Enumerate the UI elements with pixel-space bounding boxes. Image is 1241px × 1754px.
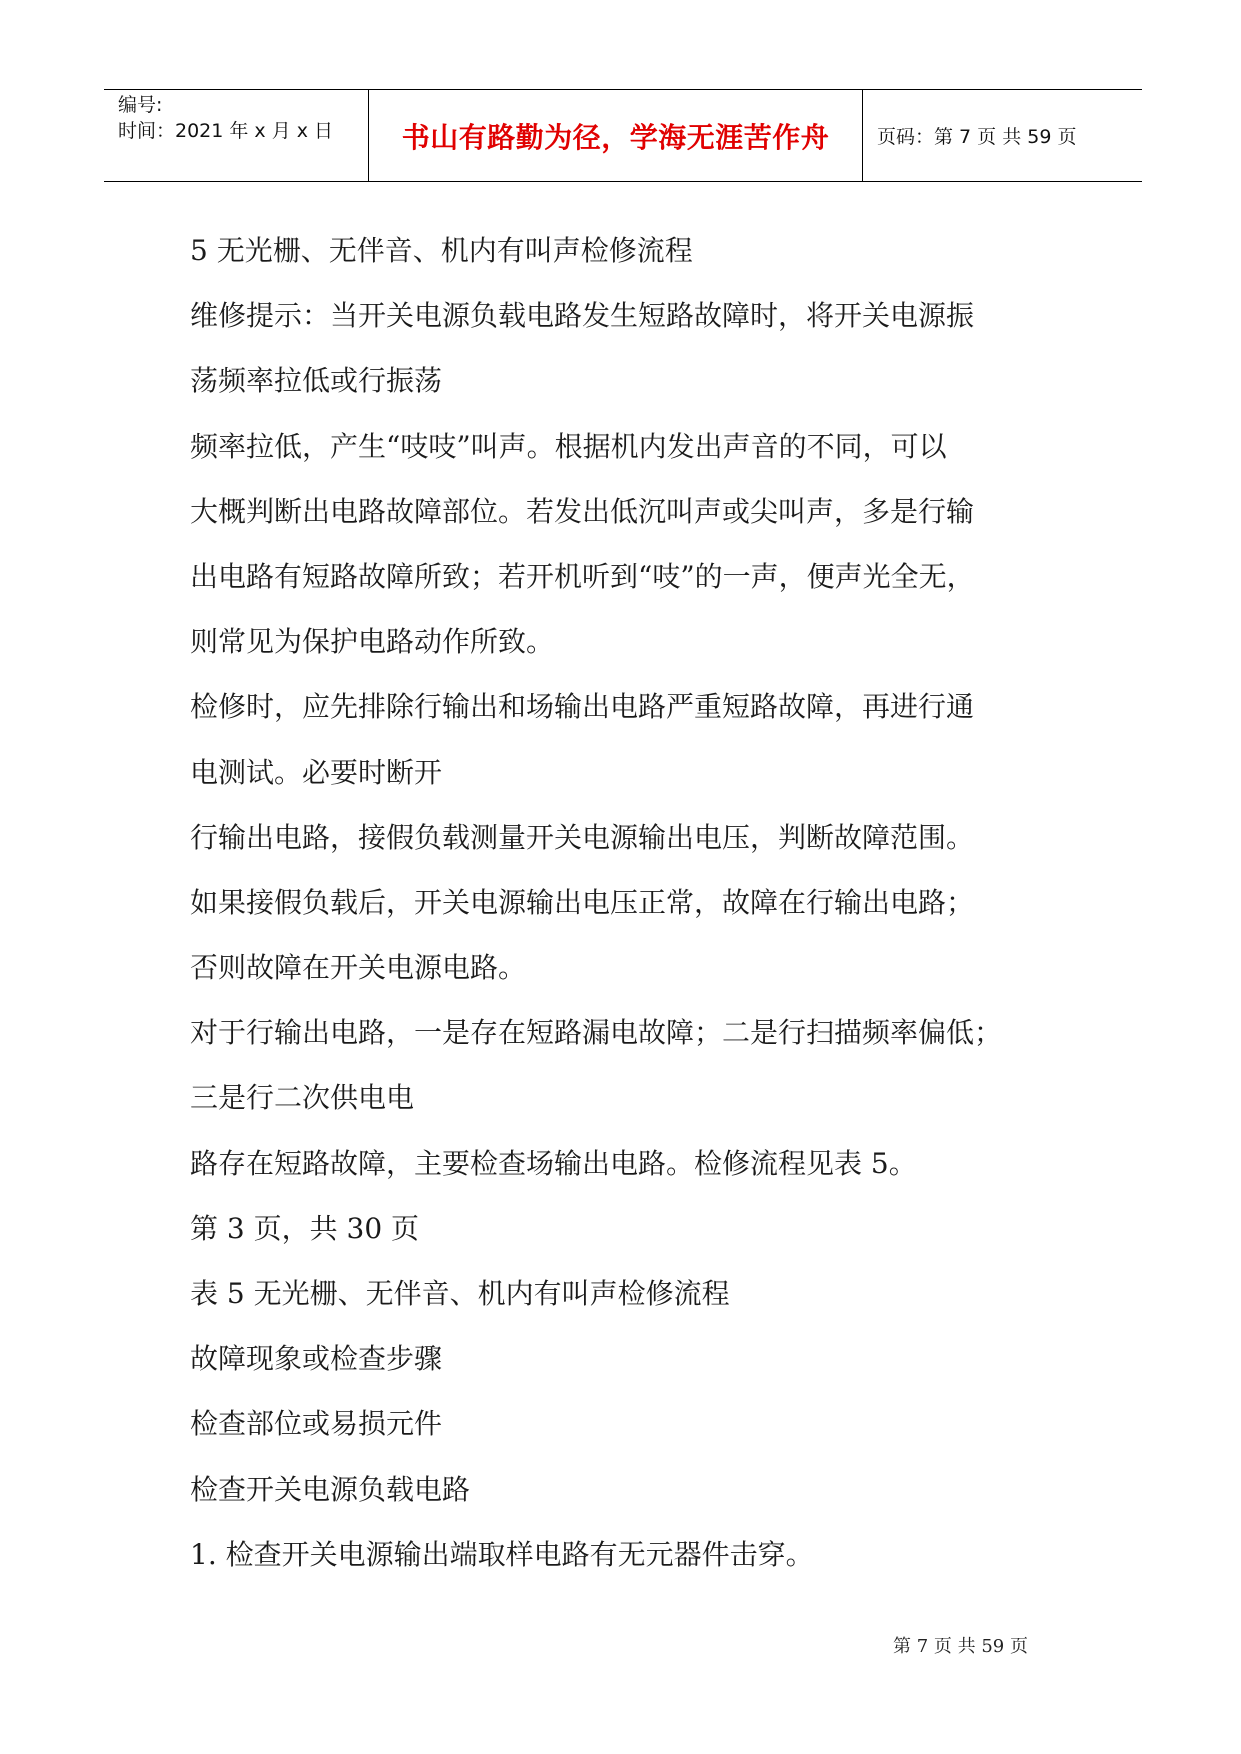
header-info-cell <box>104 90 369 181</box>
header-motto-cell <box>369 90 863 181</box>
body-line: 电测试。必要时断开 <box>190 755 443 789</box>
body-line: 否则故障在开关电源电路。 <box>190 951 527 985</box>
body-line: 如果接假负载后，开关电源输出电压正常，故障在行输出电路； <box>190 885 975 919</box>
body-line: 出电路有短路故障所致；若开机听到“吱”的一声，便声光全无， <box>190 559 975 593</box>
body-line: 三是行二次供电电 <box>190 1081 415 1115</box>
body-line: 频率拉低，产生“吱吱”叫声。根据机内发出声音的不同，可以 <box>190 429 947 463</box>
page-code-text: 页码：第 7 页 共 59 页 <box>877 126 1077 148</box>
body-line: 行输出电路，接假负载测量开关电源输出电压，判断故障范围。 <box>190 820 975 854</box>
header-pagecode-cell <box>863 90 1142 181</box>
body-line: 检查开关电源负载电路 <box>190 1472 471 1506</box>
body-line: 大概判断出电路故障部位。若发出低沉叫声或尖叫声，多是行输 <box>190 494 975 528</box>
body-line: 1. 检查开关电源输出端取样电路有无元器件击穿。 <box>190 1537 814 1571</box>
document-number-label: 编号: <box>118 94 163 116</box>
document-body <box>190 218 1090 1587</box>
body-line: 检查部位或易损元件 <box>190 1407 443 1441</box>
body-line: 表 5 无光栅、无伴音、机内有叫声检修流程 <box>190 1277 730 1310</box>
body-line: 第 3 页，共 30 页 <box>190 1211 420 1245</box>
body-line: 则常见为保护电路动作所致。 <box>190 625 555 659</box>
motto-text: 书山有路勤为径，学海无涯苦作舟 <box>401 120 830 154</box>
document-time-label: 时间：2021 年 x 月 x 日 <box>118 120 334 142</box>
body-line: 路存在短路故障，主要检查场输出电路。检修流程见表 5。 <box>190 1146 917 1180</box>
body-line: 维修提示：当开关电源负载电路发生短路故障时，将开关电源振 <box>190 299 975 333</box>
body-line: 故障现象或检查步骤 <box>190 1342 443 1376</box>
body-line: 检修时，应先排除行输出和场输出电路严重短路故障，再进行通 <box>190 690 975 724</box>
page-header-table <box>104 89 1142 182</box>
body-line: 5 无光栅、无伴音、机内有叫声检修流程 <box>190 234 693 267</box>
body-line: 荡频率拉低或行振荡 <box>190 364 443 398</box>
body-line: 对于行输出电路，一是存在短路漏电故障；二是行扫描频率偏低； <box>190 1016 1003 1050</box>
page-footer-number: 第 7 页 共 59 页 <box>893 1636 1028 1657</box>
